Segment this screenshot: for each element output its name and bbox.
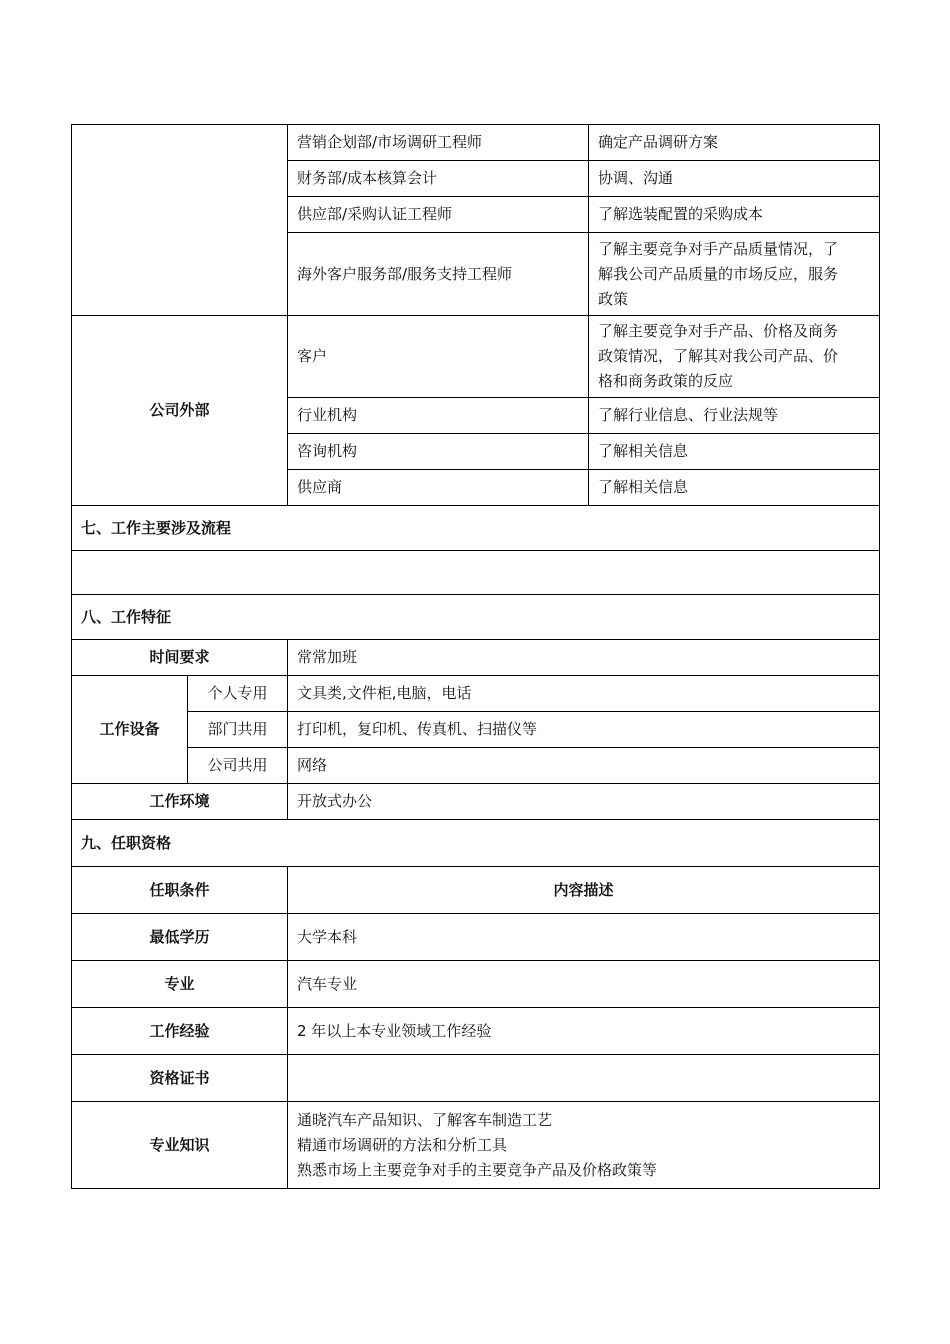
- section8-title: 八、工作特征: [72, 595, 880, 640]
- section7-title: 七、工作主要涉及流程: [72, 506, 880, 551]
- equipment-value: 网络: [288, 748, 880, 784]
- external-group-label: 公司外部: [72, 316, 288, 506]
- section-header-row: [72, 595, 880, 640]
- time-requirement-value: 常常加班: [288, 640, 880, 676]
- qualification-row: [72, 1008, 880, 1055]
- qualification-condition-header: 任职条件: [72, 867, 288, 914]
- qualification-row: [72, 914, 880, 961]
- purpose-line: 解我公司产品质量的市场反应，服务: [598, 264, 839, 283]
- contact-purpose: 了解相关信息: [589, 470, 880, 506]
- qualification-value: [288, 1055, 880, 1102]
- qualification-row: [72, 1055, 880, 1102]
- equipment-row: [72, 676, 880, 712]
- purpose-line: 政策情况，了解其对我公司产品、价: [598, 347, 839, 365]
- knowledge-value: [288, 1102, 880, 1189]
- contact-purpose: 协调、沟通: [589, 161, 880, 197]
- equipment-row: [72, 712, 880, 748]
- qualification-header-row: [72, 867, 880, 914]
- equipment-label: 工作设备: [72, 676, 188, 784]
- contact-purpose: 了解行业信息、行业法规等: [589, 398, 880, 434]
- work-environment-row: [72, 784, 880, 820]
- time-requirement-label: 时间要求: [72, 640, 288, 676]
- equipment-type: 部门共用: [188, 712, 288, 748]
- section7-content-row: [72, 551, 880, 595]
- equipment-value: 打印机，复印机、传真机、扫描仪等: [288, 712, 880, 748]
- knowledge-line: 熟悉市场上主要竞争对手的主要竞争产品及价格政策等: [297, 1160, 658, 1179]
- time-requirement-row: [72, 640, 880, 676]
- qualification-value: 汽车专业: [288, 961, 880, 1008]
- contact-purpose: [589, 316, 880, 398]
- contact-role: 客户: [288, 316, 589, 398]
- qualification-label: 资格证书: [72, 1055, 288, 1102]
- qualification-label: 专业: [72, 961, 288, 1008]
- contact-group-empty: [72, 125, 288, 316]
- qualification-description-header: 内容描述: [288, 867, 880, 914]
- contact-role: 供应商: [288, 470, 589, 506]
- equipment-row: [72, 748, 880, 784]
- job-description-table-page: [71, 124, 879, 1189]
- contact-role: 海外客户服务部/服务支持工程师: [288, 233, 589, 316]
- section-header-row: [72, 506, 880, 551]
- work-environment-label: 工作环境: [72, 784, 288, 820]
- equipment-type: 个人专用: [188, 676, 288, 712]
- knowledge-line: 通晓汽车产品知识、了解客车制造工艺: [297, 1110, 553, 1129]
- contact-role: 行业机构: [288, 398, 589, 434]
- external-row: [72, 316, 880, 398]
- purpose-line: 政策: [598, 289, 629, 308]
- contact-purpose: 了解选装配置的采购成本: [589, 197, 880, 233]
- contact-purpose: 确定产品调研方案: [589, 125, 880, 161]
- qualification-value: 2 年以上本专业领域工作经验: [288, 1008, 880, 1055]
- knowledge-line: 精通市场调研的方法和分析工具: [297, 1135, 508, 1154]
- knowledge-row: [72, 1102, 880, 1189]
- job-description-table: [71, 124, 880, 1189]
- equipment-value: 文具类,文件柜,电脑，电话: [288, 676, 880, 712]
- contact-role: 财务部/成本核算会计: [288, 161, 589, 197]
- section-header-row: [72, 820, 880, 867]
- equipment-type: 公司共用: [188, 748, 288, 784]
- section9-title: 九、任职资格: [72, 820, 880, 867]
- purpose-line: 了解主要竞争对手产品、价格及商务: [598, 322, 839, 340]
- section7-content: [72, 551, 880, 595]
- qualification-row: [72, 961, 880, 1008]
- qualification-value: 大学本科: [288, 914, 880, 961]
- knowledge-label: 专业知识: [72, 1102, 288, 1189]
- contact-purpose: 了解相关信息: [589, 434, 880, 470]
- qualification-label: 工作经验: [72, 1008, 288, 1055]
- contact-role: 营销企划部/市场调研工程师: [288, 125, 589, 161]
- contact-purpose: [589, 233, 880, 316]
- purpose-line: 格和商务政策的反应: [598, 372, 734, 390]
- contact-role: 咨询机构: [288, 434, 589, 470]
- purpose-line: 了解主要竞争对手产品质量情况，了: [598, 239, 839, 258]
- work-environment-value: 开放式办公: [288, 784, 880, 820]
- contact-row: [72, 125, 880, 161]
- contact-role: 供应部/采购认证工程师: [288, 197, 589, 233]
- qualification-label: 最低学历: [72, 914, 288, 961]
